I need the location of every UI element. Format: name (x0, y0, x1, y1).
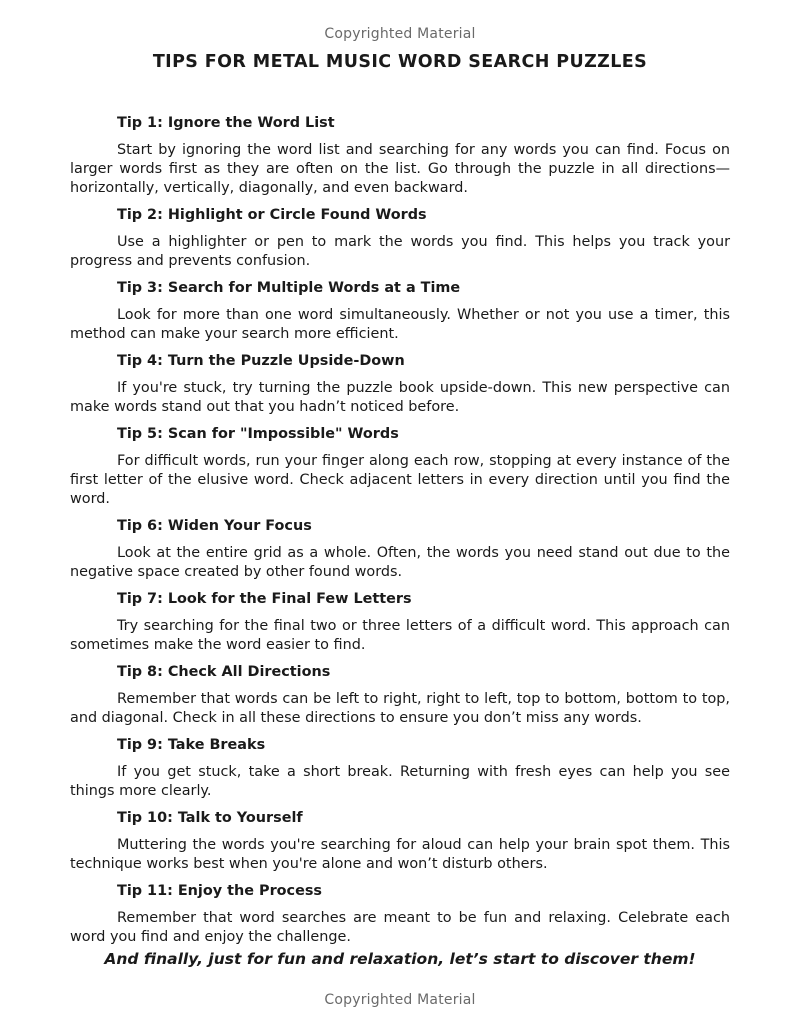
tip-body: Remember that word searches are meant to be fun and relaxing. Celebrate each word you find and enjoy the challenge. (70, 910, 730, 945)
tip-9 (70, 736, 730, 801)
tip-heading: Tip 8: Check All Directions (117, 664, 331, 680)
tip-body: Look for more than one word simultaneously. Whether or not you use a timer, this method can make your search more efficient. (70, 307, 730, 342)
tip-6 (70, 517, 730, 582)
tip-8 (70, 663, 730, 728)
tip-body: Try searching for the final two or three letters of a difficult word. This approach can sometimes make the word easier to find. (70, 618, 730, 653)
tip-body: Muttering the words you're searching for aloud can help your brain spot them. This technique works best when you're alone and won’t disturb others. (70, 837, 730, 872)
tip-heading: Tip 2: Highlight or Circle Found Words (117, 207, 427, 223)
tip-heading: Tip 4: Turn the Puzzle Upside-Down (117, 353, 405, 369)
page-title: TIPS FOR METAL MUSIC WORD SEARCH PUZZLES (152, 52, 648, 72)
tip-heading: Tip 6: Widen Your Focus (117, 518, 312, 534)
tip-4 (70, 352, 730, 417)
tip-body: Start by ignoring the word list and searching for any words you can find. Focus on larger words first as they are often on the list. Go through the puzzle in all directions—horizontally, vertically, diagonally, and even backward. (70, 142, 730, 196)
tip-body: If you get stuck, take a short break. Returning with fresh eyes can help you see things more clearly. (70, 764, 730, 799)
tip-7 (70, 590, 730, 655)
tip-2 (70, 206, 730, 271)
copyright-watermark-bottom: Copyrighted Material (324, 992, 476, 1008)
tips-list (70, 114, 730, 955)
tip-heading: Tip 3: Search for Multiple Words at a Time (117, 280, 461, 296)
closing-line: And finally, just for fun and relaxation, let’s start to discover them! (104, 950, 696, 968)
tip-1 (70, 114, 730, 198)
tip-body: Look at the entire grid as a whole. Often, the words you need stand out due to the negative space created by other found words. (70, 545, 730, 580)
copyright-watermark-top: Copyrighted Material (324, 26, 476, 42)
tip-body: Remember that words can be left to right, right to left, top to bottom, bottom to top, and diagonal. Check in all these directions to ensure you don’t miss any words. (70, 691, 730, 726)
tip-heading: Tip 9: Take Breaks (117, 737, 266, 753)
tip-heading: Tip 10: Talk to Yourself (117, 810, 303, 826)
tip-body: Use a highlighter or pen to mark the words you find. This helps you track your progress and prevents confusion. (70, 234, 730, 269)
tip-3 (70, 279, 730, 344)
tip-body: For difficult words, run your finger along each row, stopping at every instance of the first letter of the elusive word. Check adjacent letters in every direction until you find the word. (70, 453, 730, 507)
tip-heading: Tip 1: Ignore the Word List (117, 115, 335, 131)
tip-heading: Tip 7: Look for the Final Few Letters (117, 591, 412, 607)
tip-11 (70, 882, 730, 947)
tip-heading: Tip 11: Enjoy the Process (117, 883, 322, 899)
tip-body: If you're stuck, try turning the puzzle book upside-down. This new perspective can make words stand out that you hadn’t noticed before. (70, 380, 730, 415)
tip-heading: Tip 5: Scan for "Impossible" Words (117, 426, 399, 442)
tip-5 (70, 425, 730, 509)
tip-10 (70, 809, 730, 874)
